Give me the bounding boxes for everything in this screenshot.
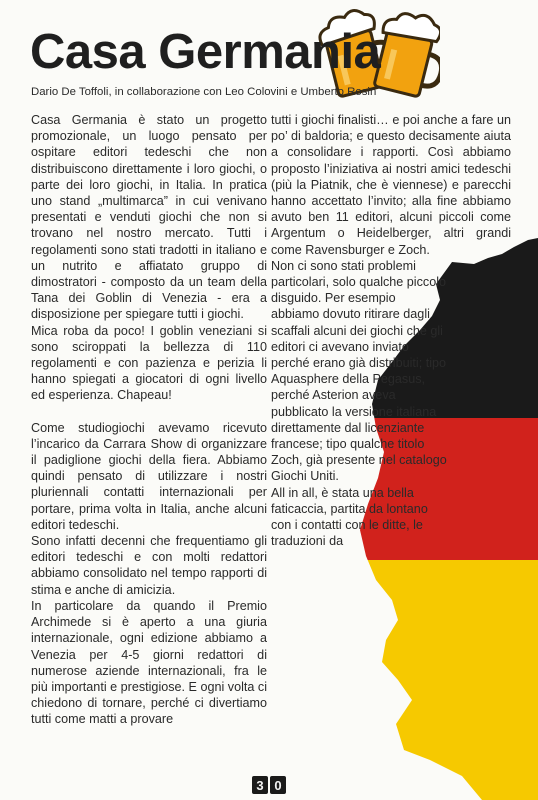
page-number-digit: 0 [270, 776, 286, 794]
paragraph: All in all, è stata una bella faticaccia, partita da lontano con i contatti con le ditte, le traduzioni da [271, 485, 428, 549]
article-title: Casa Germania [30, 25, 381, 79]
article-byline: Dario De Toffoli, in collaborazione con Leo Colovini e Umberto Rosin [31, 86, 377, 98]
page-number-digit: 3 [252, 776, 268, 794]
paragraph: Casa Germania è stato un progetto promozionale, un luogo pensato per ospitare editori tedeschi che non distribuiscono direttamente i loro giochi, o parte dei loro giochi, in Italia. In pratica uno stand „multimarca” in cui venivano presentati e venduti giochi che non si trovano nel nostro mercato. Tutti i regolamenti sono stati tradotti in italiano e un nutrito e affiatato gruppo di dimostratori - composto da un team della Tana dei Goblin di Venezia - era a disposizione per spiegare tutti i giochi. [31, 113, 267, 322]
paragraph: Sono infatti decenni che frequentiamo gli editori tedeschi e con molti redattori abbiamo consolidato nel tempo rapporti di stima e anche di amicizia. [31, 534, 267, 597]
paragraph: Non ci sono stati problemi particolari, solo qualche piccolo disguido. Per esempio abbiamo dovuto ritirare dagli scaffali alcuni dei giochi che gli editori ci avevano inviato perché erano già distribuiti; tipo Aquasphere della Pegasus, perché Asterion aveva pubblicato la versione italiana direttamente dal licenziante francese; tipo qualche titolo Zoch, già presente nel catalogo Giochi Uniti. [271, 258, 447, 484]
paragraph: Mica roba da poco! I goblin veneziani si sono sciroppati la bellezza di 110 regolamenti e con pazienza e perizia li hanno spiegati a giocatori di ogni livello ed esperienza. Chapeau! [31, 323, 267, 403]
article-column-right [271, 112, 519, 549]
paragraph: Come studiogiochi avevamo ricevuto l’incarico da Carrara Show di organizzare il padiglione giochi della fiera. Abbiamo quindi pensato di utilizzare i nostri pluriennali contatti internazionali per portare, prima volta in Italia, anche alcuni editori tedeschi. [31, 420, 267, 532]
paragraph: In particolare da quando il Premio Archimede si è aperto a una giuria internazionale, ogni edizione abbiamo a Venezia per 4-5 giorni redattori di numerose aziende internazionali, fra le più importanti e prestigiose. E ogni volta ci chiedono di tornare, perché ci divertiamo tutti come matti a provare [31, 598, 267, 727]
article-column-left [31, 112, 267, 728]
paragraph: tutti i giochi finalisti… e poi anche a fare un po’ di baldoria; e questo decisamente aiuta a consolidare i rapporti. Così abbiamo proposto l’iniziativa ai nostri amici tedeschi (più la Piatnik, che è viennese) e parecchi hanno accettato l’invito; alla fine abbiamo avuto ben 11 editori, alcuni piccoli come Argentum o Heidelberger, altri grandi come Ravensburger e Zoch. [271, 113, 511, 257]
page-number [252, 776, 288, 794]
